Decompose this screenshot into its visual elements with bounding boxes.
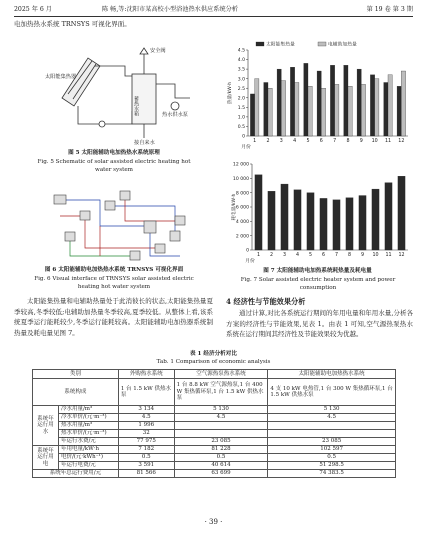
table-row [33,422,396,430]
x-axis-label: 月份 [241,145,251,150]
bar [304,63,308,136]
bar [388,75,392,136]
x-tick-label: 8 [346,139,350,144]
y-tick-label: 6 000 [235,205,249,211]
bar [321,88,325,136]
table-row [33,414,396,422]
bar [372,189,379,250]
bar [255,79,259,136]
bar [307,193,314,250]
page-number: · 39 · [204,518,223,526]
fig5-caption-en: Fig. 5 Schematic of solar assisted electric heating hot water system [37,159,191,173]
bar [375,79,379,136]
legend-label: 电辅助加热量 [328,42,357,48]
cell: 0.5 [118,454,174,462]
chart1-heat [222,36,416,154]
x-axis-label: 月份 [245,259,255,264]
section4-title: 4 经济性与节能效果分析 [226,297,306,306]
row-label: 年运行电费/元 [58,462,118,470]
cell: 74 383.5 [268,470,396,478]
y-tick-label: 2.5 [237,86,245,92]
y-axis-label: 耗电量/kW·h [232,193,237,221]
group-power: 系统年运行用电 [33,446,59,470]
cell: 0.5 [174,454,268,462]
running-header [14,2,413,15]
label-collector: 太阳能集热器 [45,74,77,80]
x-tick-label: 4 [295,253,300,258]
table-row [33,454,396,462]
legend-swatch [318,42,326,46]
label-inlet: 接自来水 [134,140,155,146]
bar [348,86,352,136]
bar [294,190,301,250]
bar [370,75,374,136]
table-row [33,406,396,414]
x-tick-label: 10 [371,139,378,144]
y-tick-label: 2.0 [237,96,245,102]
left-paragraph: 太阳能集热量和电辅助热量处于此消彼长的状态,太阳能集热量夏季较高,冬季较低;电辅助加热量冬季较高,夏季较低。从整体上看,该系统夏季运行能耗较少,冬季运行能耗较高。太阳能辅助电加热器系统制热量及耗电量见图 7。 [14,297,213,337]
label-tank: 蓄热水箱 [133,96,139,116]
bar [361,84,365,136]
bar [384,82,388,136]
table-row [33,379,396,406]
cell: 1 996 [118,422,174,430]
x-tick-label: 3 [282,253,287,258]
bar [344,65,348,136]
y-tick-label: 1.5 [237,105,245,111]
y-axis-label: 热量/kW·h [228,81,233,105]
x-tick-label: 12 [398,253,405,258]
x-tick-label: 6 [321,253,326,258]
cell: 81 228 [174,446,268,454]
cell: 4.5 [174,414,268,422]
row-label: 系统年总运行费用/元 [33,470,119,478]
y-tick-label: 3.0 [237,77,245,83]
cell: 5 130 [174,406,268,414]
bar [401,71,405,136]
cell-config: 1 台 1.5 kW 供热水泵 [118,379,174,406]
y-tick-label: 8 000 [235,191,249,197]
x-tick-label: 1 [253,139,257,144]
y-tick-label: 0 [246,248,249,254]
bar [268,191,275,250]
cell-config: 1 台 8.8 kW 空气源热泵,1 台 400 W 集热循环泵,1 台 1.5 kW 供热水泵 [174,379,268,406]
y-tick-label: 4 000 [235,219,249,225]
y-tick-label: 4.5 [237,48,245,54]
bar [397,86,401,136]
bar [357,69,361,136]
right-paragraph: 通过计算,对比各系统运行期间的年用电量和年用水量,分析各方案的经济性与节能效果,见表 1。由表 1 可知,空气源热泵热水系统在运行期间其经济性及节能效果较为优越。 [226,309,413,339]
x-tick-label: 2 [266,139,270,144]
x-tick-label: 1 [256,253,261,258]
row-label: 冷水单价/(元·m⁻³) [58,414,118,422]
table-row [33,446,396,454]
y-tick-label: 3.5 [237,67,245,73]
legend-swatch [256,42,264,46]
cell: 0.5 [268,454,396,462]
cell [174,422,268,430]
y-tick-label: 10 000 [232,176,249,182]
x-tick-label: 5 [308,253,313,258]
cell [268,422,396,430]
x-tick-label: 10 [372,253,379,258]
y-tick-label: 0 [242,134,245,140]
cell: 32 [118,430,174,438]
cell: 102 597 [268,446,396,454]
bar [290,67,294,136]
x-tick-label: 5 [306,139,310,144]
bar [346,198,353,250]
fig6-caption-cn: 图 6 太阳能辅助电加热热水系统 TRNSYS 可视化界面 [44,267,184,273]
x-tick-label: 3 [279,139,283,144]
table-row [33,462,396,470]
bar [281,184,288,250]
row-label: 年用电量/kW·h [58,446,118,454]
bar [335,84,339,136]
cell: 3 591 [118,462,174,470]
fig5-schematic [40,36,200,146]
cell: 40 614 [174,462,268,470]
row-label: 电价/(元·kWh⁻¹) [58,454,118,462]
th-solar: 太阳能辅助电加热热水系统 [268,370,396,379]
y-tick-label: 12 000 [232,162,249,168]
x-tick-label: 9 [359,139,363,144]
bar [385,183,392,250]
cell [174,430,268,438]
group-water: 系统年运行用水 [33,406,59,446]
x-tick-label: 7 [333,139,337,144]
x-tick-label: 11 [384,139,392,144]
th-heatpump: 空气源热泵热水系统 [174,370,268,379]
cell [268,430,396,438]
header-date: 2025 年 6 月 [14,6,52,13]
cell: 77 975 [118,438,174,446]
x-tick-label: 6 [319,139,323,144]
row-label: 热水用量/m³ [58,422,118,430]
fig6-trnsys-interface [40,186,200,264]
bar [250,94,254,136]
economic-table [32,369,396,478]
cell: 23 085 [174,438,268,446]
cell: 81 566 [118,470,174,478]
bar [330,65,334,136]
y-tick-label: 2 000 [235,234,249,240]
table-row [33,430,396,438]
intro-text: 电加热热水系统 TRNSYS 可视化界面。 [14,20,131,28]
table-caption-cn: 表 1 经济分析对比 [190,351,237,357]
cell: 3 134 [118,406,174,414]
label-supply: 热水供水泵 [162,112,188,118]
row-label: 热水单价/(元·m⁻³) [58,430,118,438]
table-row-total [33,470,396,478]
row-label: 冷水用量/m³ [58,406,118,414]
table-header-row [33,370,396,379]
cell: 7 182 [118,446,174,454]
table-caption-en: Tab. 1 Comparison of economic analysis [156,359,271,365]
bar [268,88,272,136]
y-tick-label: 0.5 [237,125,245,131]
bar [317,71,321,136]
bar [255,175,262,250]
legend-label: 太阳能集热量 [266,42,295,48]
x-tick-label: 2 [269,253,274,258]
cell: 5 130 [268,406,396,414]
bar [264,82,268,136]
y-tick-label: 4.0 [237,58,245,64]
bar [281,81,285,136]
header-volume: 第 19 卷 第 3 期 [366,6,413,13]
bar [295,82,299,136]
th-purchased: 外购热水系统 [118,370,174,379]
fig7-caption-en: Fig. 7 Solar assisted electric heater system and power consumption [240,277,396,291]
bar [398,176,405,250]
x-tick-label: 12 [398,139,405,144]
header-rule [14,16,413,17]
fig5-caption-cn: 图 5 太阳能辅助电加热热水系统原理 [68,150,160,156]
cell: 51 298.5 [268,462,396,470]
collector-panel [62,58,100,106]
x-tick-label: 11 [385,253,392,258]
fig6-caption-en: Fig. 6 Visual interface of TRNSYS solar assisted electric heating hot water system [34,276,194,290]
x-tick-label: 8 [347,253,352,258]
bar [359,196,366,250]
cell: 4.5 [118,414,174,422]
cell: 4.5 [268,414,396,422]
supply-pump [171,102,179,110]
fig7-caption-cn: 图 7 太阳能辅助电加热系统耗热量及耗电量 [263,268,372,274]
x-tick-label: 4 [293,139,297,144]
cell-config: 4 支 10 kW 电热管,1 台 300 W 集热循环泵,1 台 1.5 kW 供热水泵 [268,379,396,406]
th-category: 类别 [33,370,119,379]
header-title: 陈 畅,等:沈阳市某高校小型浴池热水供应系统分析 [102,6,238,13]
cell: 63 699 [174,470,268,478]
bar [333,200,340,250]
bar [308,86,312,136]
x-tick-label: 9 [360,253,365,258]
table-row [33,438,396,446]
chart2-power [222,158,416,268]
x-tick-label: 7 [334,253,339,258]
bar [277,69,281,136]
cell: 23 085 [268,438,396,446]
bar [320,198,327,250]
label-relief: 安全阀 [150,48,166,54]
row-label: 年运行水费/元 [58,438,118,446]
row-config-label: 系统构成 [33,379,119,406]
y-tick-label: 1.0 [237,115,245,121]
